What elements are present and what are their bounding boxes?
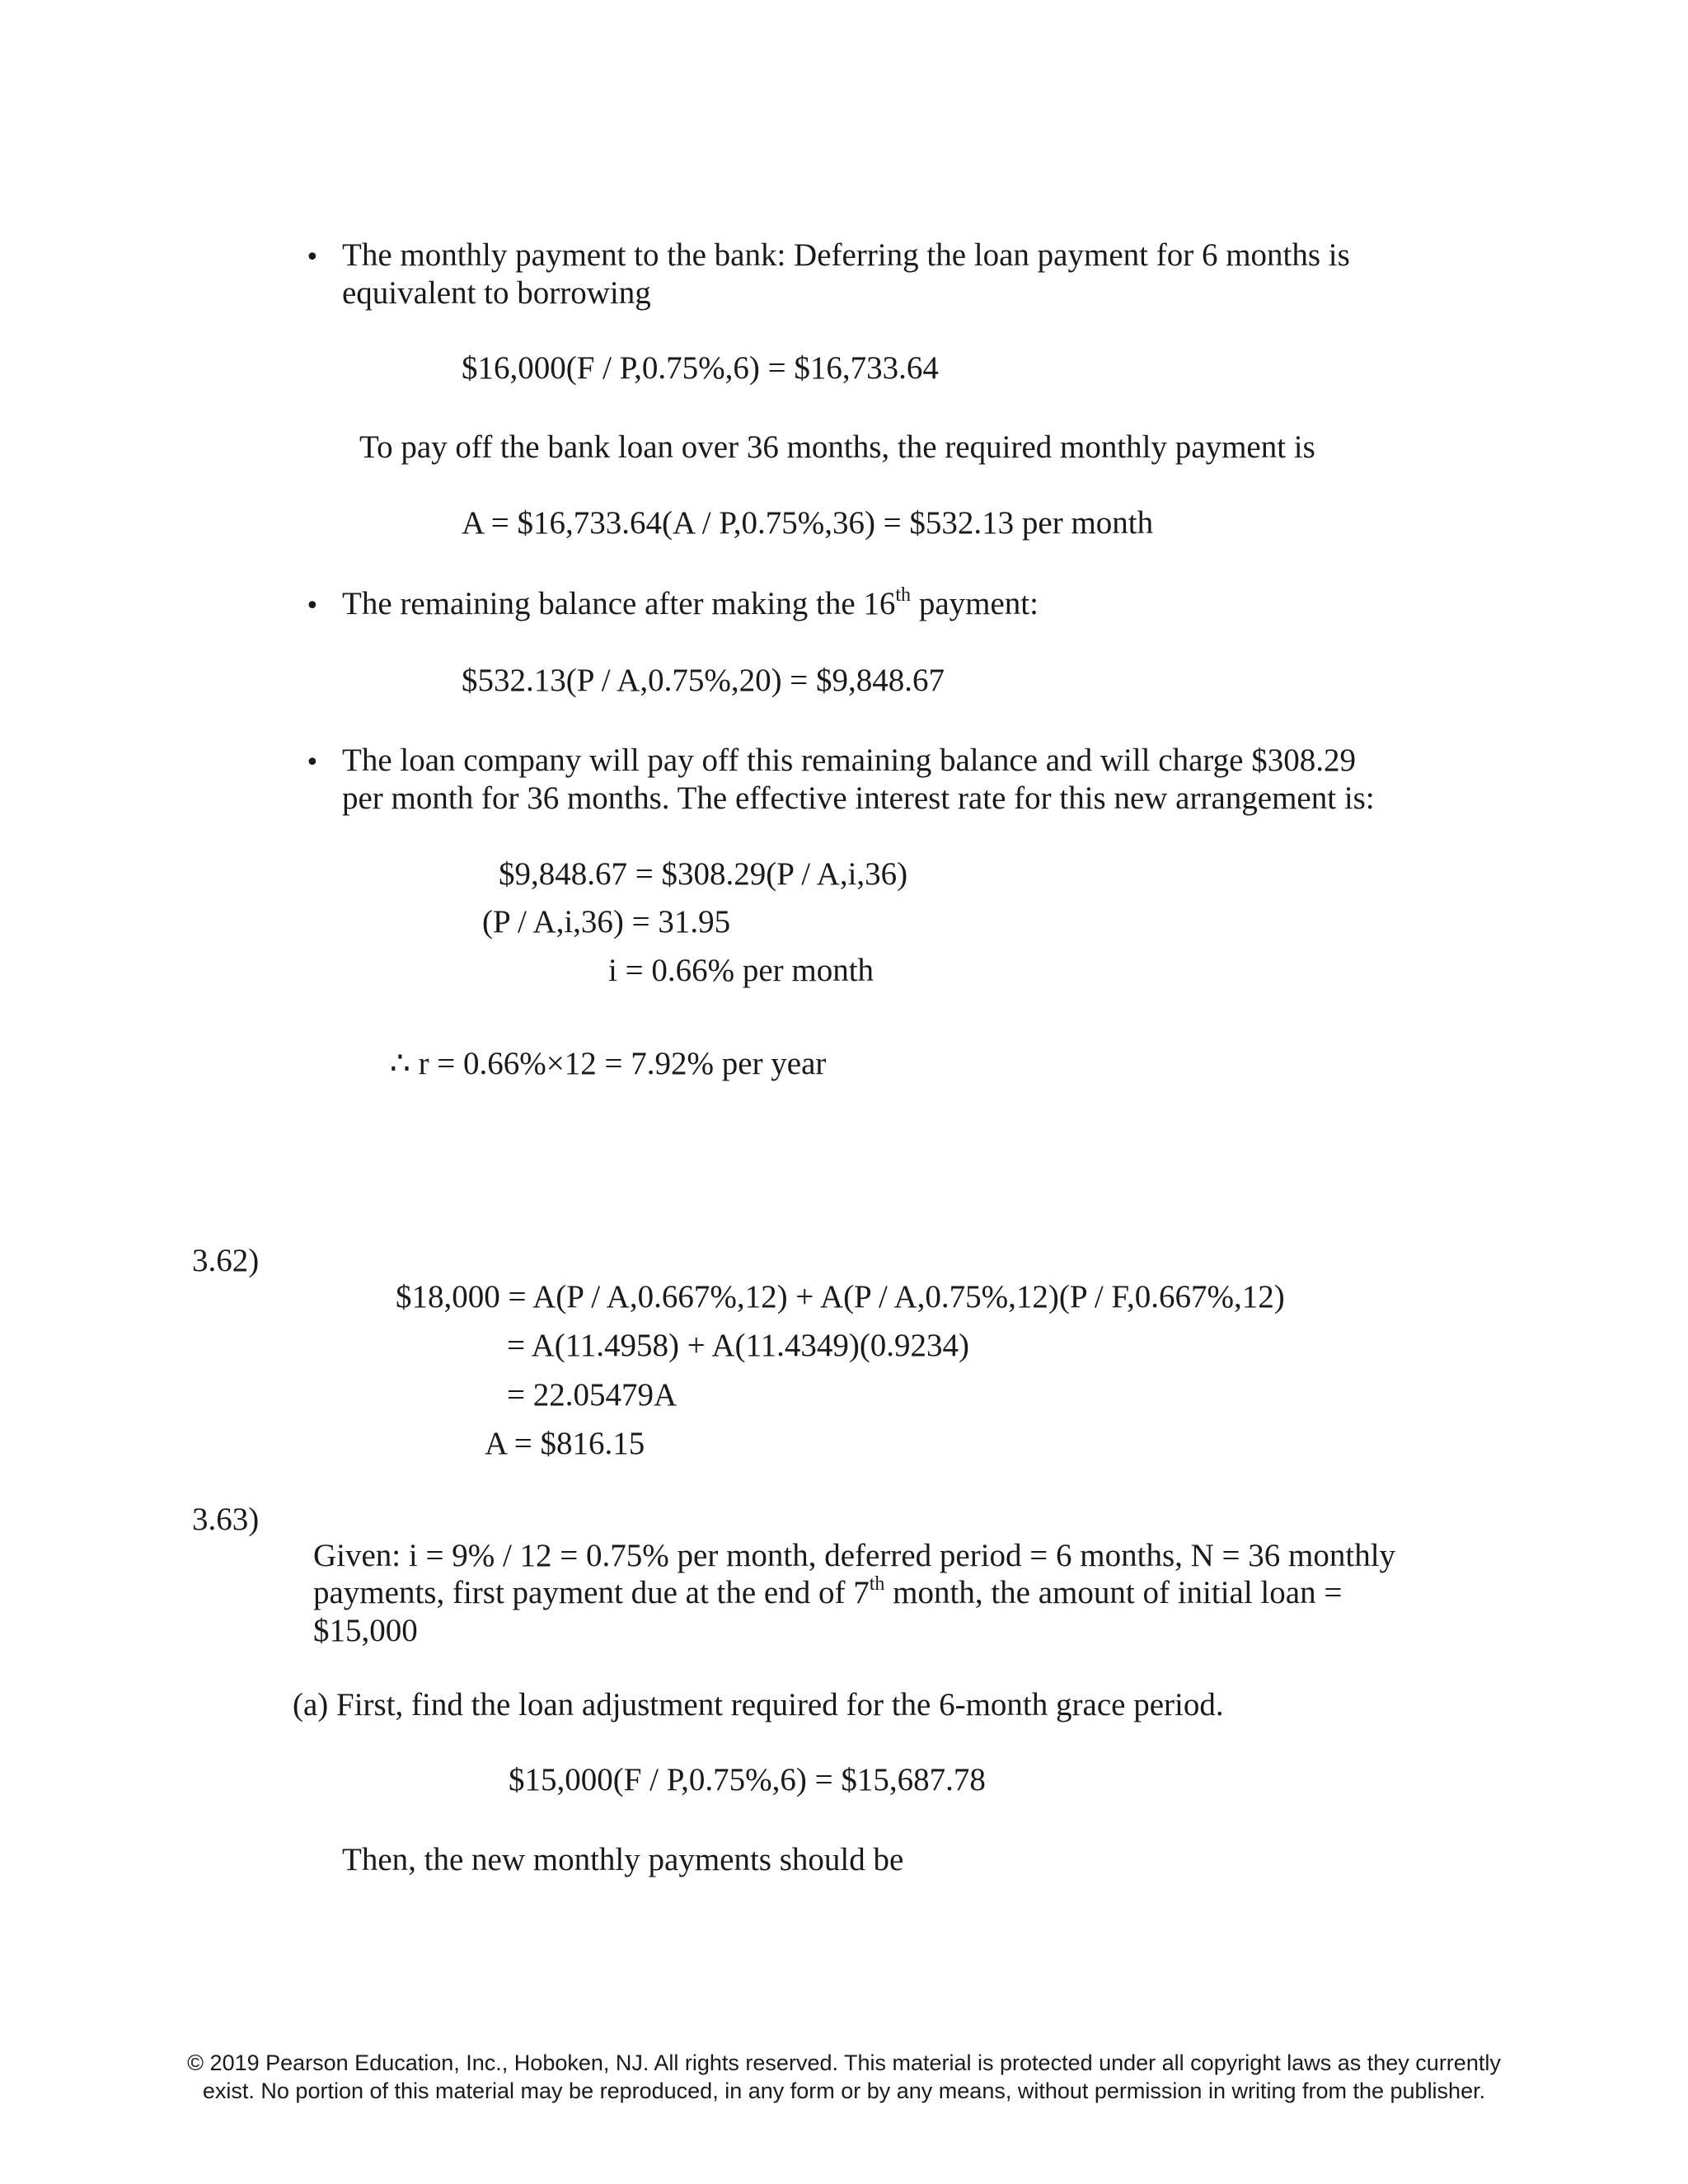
given-line-3: $15,000 [313, 1613, 418, 1648]
equation-3-62-line-1: $18,000 = A(P / A,0.667%,12) + A(P / A,0.75%,12)(P / F,0.667%,12) [396, 1279, 1285, 1315]
bullet-1-text-2: To pay off the bank loan over 36 months, the required monthly payment is [359, 429, 1315, 465]
bullet-marker: • [305, 592, 320, 621]
bullet-1-line-1: The monthly payment to the bank: Deferring the loan payment for 6 months is [342, 237, 1350, 273]
bullet-marker: • [305, 748, 320, 777]
given-line-2: payments, first payment due at the end of 7th month, the amount of initial loan = [313, 1573, 1343, 1610]
equation-effective-rate-1: $9,848.67 = $308.29(P / A,i,36) [499, 856, 908, 892]
equation-annual-rate: ∴ r = 0.66%×12 = 7.92% per year [390, 1046, 827, 1081]
given-line-1: Given: i = 9% / 12 = 0.75% per month, deferred period = 6 months, N = 36 monthly [313, 1538, 1396, 1573]
equation-effective-rate-2: (P / A,i,36) = 31.95 [482, 904, 731, 940]
equation-effective-rate-3: i = 0.66% per month [608, 953, 874, 988]
equation-3-62-line-4: A = $816.15 [485, 1426, 645, 1461]
copyright-line-2: exist. No portion of this material may be reproduced, in any form or by any means, without permission in writing from the publisher. [202, 2079, 1486, 2103]
equation-monthly-payment: A = $16,733.64(A / P,0.75%,36) = $532.13 per month [462, 505, 1154, 541]
equation-remaining-balance: $532.13(P / A,0.75%,20) = $9,848.67 [462, 663, 945, 698]
equation-3-62-line-3: = 22.05479A [507, 1377, 678, 1413]
bullet-2-line-1: The remaining balance after making the 16th payment: [342, 584, 1039, 621]
bullet-1-line-2: equivalent to borrowing [342, 275, 651, 311]
equation-3-63-adjustment: $15,000(F / P,0.75%,6) = $15,687.78 [509, 1762, 986, 1797]
copyright-line-1: © 2019 Pearson Education, Inc., Hoboken, NJ. All rights reserved. This material is protected under all copyright laws as they currently [187, 2050, 1501, 2075]
problem-number-3-62: 3.62) [192, 1243, 260, 1278]
part-a-text: (a) First, find the loan adjustment required for the 6-month grace period. [293, 1687, 1224, 1722]
equation-future-value: $16,000(F / P,0.75%,6) = $16,733.64 [462, 350, 939, 386]
equation-3-62-line-2: = A(11.4958) + A(11.4349)(0.9234) [507, 1328, 970, 1363]
bullet-3-line-2: per month for 36 months. The effective interest rate for this new arrangement is: [342, 780, 1375, 816]
then-text: Then, the new monthly payments should be [342, 1842, 904, 1877]
bullet-marker: • [305, 243, 320, 272]
bullet-3-line-1: The loan company will pay off this remaining balance and will charge $308.29 [342, 743, 1356, 778]
problem-number-3-63: 3.63) [192, 1502, 260, 1537]
